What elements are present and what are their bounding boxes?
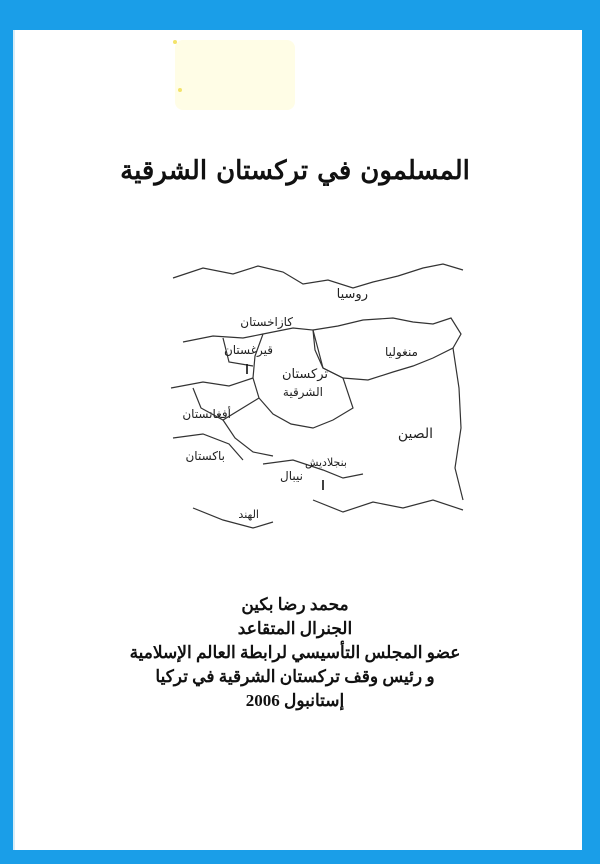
author-block	[55, 593, 535, 713]
label-mongolia: منغوليا	[385, 345, 418, 359]
north-border	[173, 264, 463, 288]
label-east-turkestan-1: تركستان	[281, 367, 328, 382]
author-role-2: و رئيس وقف تركستان الشرقية في تركيا	[155, 667, 435, 686]
cover-page	[13, 30, 582, 850]
author-name: محمد رضا بكين	[241, 595, 349, 614]
author-role-1: عضو المجلس التأسيسي لرابطة العالم الإسلامية	[129, 643, 461, 662]
author-rank: الجنرال المتقاعد	[237, 619, 353, 638]
label-kyrgyzstan: قيرغستان	[223, 343, 273, 357]
yellow-speck	[178, 88, 182, 92]
label-pakistan: باكستان	[185, 449, 225, 463]
china-east	[453, 348, 463, 500]
label-east-turkestan-2: الشرقية	[282, 385, 323, 399]
yellow-speck	[173, 40, 177, 44]
south-coast	[193, 500, 463, 528]
label-kazakhstan: كازاخستان	[240, 315, 293, 329]
label-india: الهند	[238, 508, 259, 521]
label-bangladesh: بنجلاديش	[304, 456, 347, 469]
book-title: المسلمون في تركستان الشرقية	[120, 156, 470, 186]
label-nepal: نيبال	[280, 469, 303, 483]
label-afghanistan: أفغانستان	[182, 407, 231, 421]
label-china: الصين	[397, 426, 433, 442]
region-map	[163, 238, 473, 538]
faded-logo-area	[175, 40, 295, 110]
label-russia: روسيا	[336, 287, 368, 302]
publication-place-year: إستانبول 2006	[245, 691, 345, 710]
